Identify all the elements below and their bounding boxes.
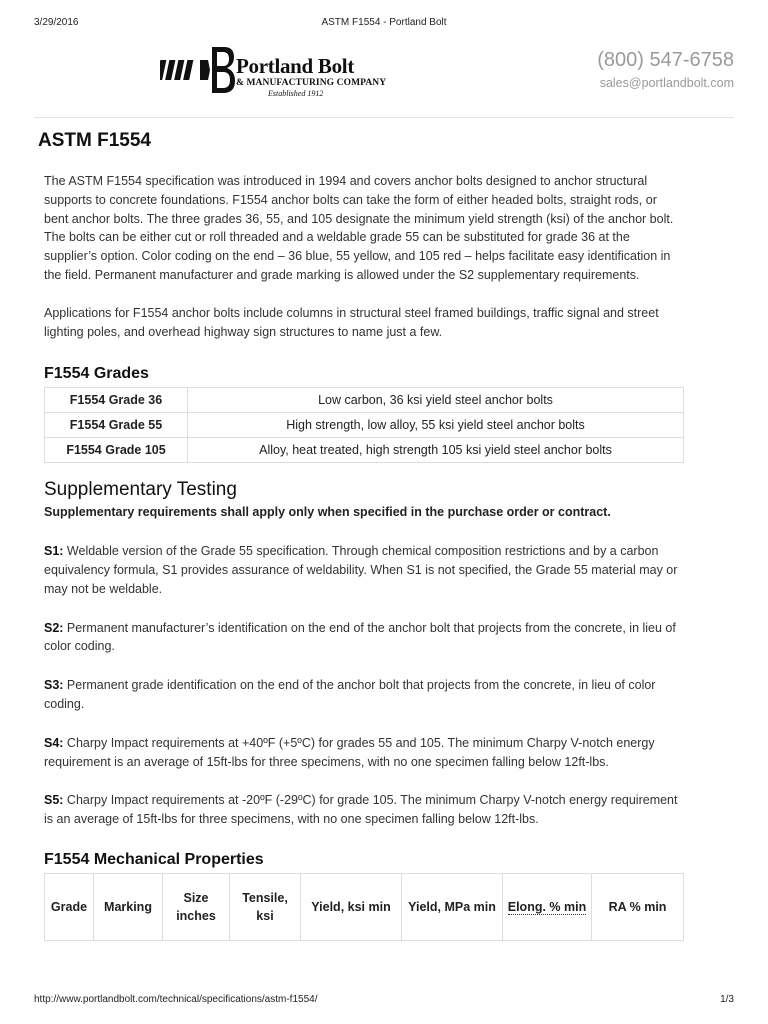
site-header <box>34 35 734 118</box>
grade-name-cell: F1554 Grade 105 <box>45 438 188 463</box>
requirement-text: Permanent manufacturer’s identification on the end of the anchor bolt that projects from the concrete, in lieu of color coding. <box>44 620 676 654</box>
contact-info <box>597 48 734 90</box>
elong-abbr[interactable]: Elong. % min <box>507 899 587 914</box>
intro-paragraph-1: The ASTM F1554 specification was introduced in 1994 and covers anchor bolts designed to anchor structural supports to concrete foundations. F1554 anchor bolts can take the form of either headed bolts, straight rods, or bent anchor bolts. The three grades 36, 55, and 105 designate the minimum yield strength (ksi) of the anchor bolt. The bolts can be either cut or roll threaded and a weldable grade 55 can be substituted for grade 36 at the supplier’s option. Color coding on the end – 36 blue, 55 yellow, and 105 red – helps facilitate easy identification in the field. Permanent manufacturer and grade marking is allowed under the S2 supplementary requirements. <box>44 174 674 282</box>
logo-brand-text: Portland Bolt <box>236 54 355 78</box>
bolt-logo-icon <box>160 43 236 99</box>
col-header-yield-mpa: Yield, MPa min <box>402 873 503 940</box>
supplementary-heading: Supplementary Testing <box>44 479 237 501</box>
grade-name-cell: F1554 Grade 36 <box>45 388 188 413</box>
table-row <box>45 388 684 413</box>
requirement-label: S3: <box>44 678 64 693</box>
main-content <box>44 172 684 941</box>
grades-heading: F1554 Grades <box>44 365 149 383</box>
phone-link[interactable]: (800) 547-6758 <box>597 49 734 71</box>
supplementary-note: Supplementary requirements shall apply only when specified in the purchase order or contract. <box>44 505 611 520</box>
mechanical-properties-table <box>44 873 684 941</box>
requirement-label: S4: <box>44 735 64 750</box>
print-footer <box>34 994 734 1008</box>
requirement-s3 <box>44 676 684 714</box>
print-url: http://www.portlandbolt.com/technical/specifications/astm-f1554/ <box>34 994 318 1005</box>
requirement-s4 <box>44 734 684 772</box>
grades-table <box>44 387 684 463</box>
col-header-grade: Grade <box>45 873 94 940</box>
col-header-ra: RA % min <box>592 873 684 940</box>
grade-name-cell: F1554 Grade 55 <box>45 413 188 438</box>
requirement-text: Permanent grade identification on the end of the anchor bolt that projects from the concrete, in lieu of color coding. <box>44 678 656 711</box>
requirement-label: S5: <box>44 793 64 808</box>
requirement-label: S2: <box>44 620 64 635</box>
table-row <box>45 413 684 438</box>
grade-desc-cell: Low carbon, 36 ksi yield steel anchor bolts <box>188 388 684 413</box>
print-page-number: 1/3 <box>720 994 734 1005</box>
page-title: ASTM F1554 <box>38 130 151 151</box>
logo-company-text: & MANUFACTURING COMPANY <box>236 78 387 88</box>
requirement-label: S1: <box>44 544 64 559</box>
col-header-size: Size inches <box>163 873 230 940</box>
print-header <box>34 17 734 31</box>
col-header-elong <box>503 873 592 940</box>
portland-bolt-logo[interactable] <box>160 43 400 99</box>
table-header-row <box>45 873 684 940</box>
requirement-text: Weldable version of the Grade 55 specification. Through chemical composition restrictions and by a carbon equivalency formula, S1 provides assurance of weldability. When S1 is not specified, the Grade 55 material may or may not be weldable. <box>44 544 678 596</box>
requirement-s5 <box>44 791 684 829</box>
table-row <box>45 438 684 463</box>
email-link[interactable]: sales@portlandbolt.com <box>599 76 734 90</box>
col-header-marking: Marking <box>94 873 163 940</box>
col-header-yield-ksi: Yield, ksi min <box>301 873 402 940</box>
requirement-s2 <box>44 619 684 657</box>
print-date: 3/29/2016 <box>34 17 79 28</box>
col-header-tensile: Tensile, ksi <box>230 873 301 940</box>
grade-desc-cell: High strength, low alloy, 55 ksi yield steel anchor bolts <box>188 413 684 438</box>
requirement-s1 <box>44 542 684 598</box>
mechanical-heading: F1554 Mechanical Properties <box>44 850 264 868</box>
grade-desc-cell: Alloy, heat treated, high strength 105 ksi yield steel anchor bolts <box>188 438 684 463</box>
requirement-text: Charpy Impact requirements at -20ºF (-29ºC) for grade 105. The minimum Charpy V-notch energy requirement is an average of 15ft-lbs for three specimens, with no one specimen falling below 12ft-lbs. <box>44 793 678 827</box>
print-title: ASTM F1554 - Portland Bolt <box>321 17 447 28</box>
logo-established-text: Established 1912 <box>268 89 324 98</box>
intro-paragraph-2: Applications for F1554 anchor bolts include columns in structural steel framed buildings, traffic signal and street lighting poles, and overhead highway sign structures to name just a few. <box>44 305 659 339</box>
requirement-text: Charpy Impact requirements at +40ºF (+5ºC) for grades 55 and 105. The minimum Charpy V-notch energy requirement is an average of 15ft-lbs for three specimens, with no one specimen falling below 12ft-lbs. <box>44 735 655 769</box>
